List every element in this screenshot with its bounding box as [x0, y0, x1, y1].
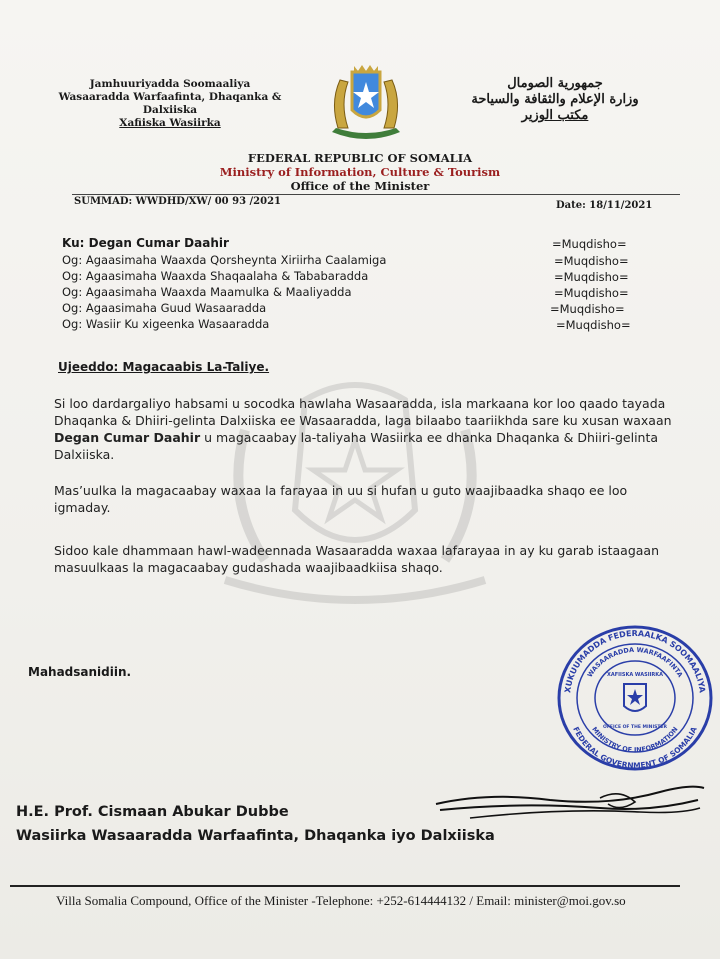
header-divider — [72, 194, 680, 195]
title-republic: FEDERAL REPUBLIC OF SOMALIA — [247, 151, 473, 165]
footer-divider — [10, 885, 680, 887]
body-line: Dhaqanka & Dhiiri-gelinta Dalxiiska ee Wasaaradda, laga bilaabo taariikhda sare ku xusan waxaan — [54, 413, 672, 428]
stamp-office-text: OFFICE OF THE MINISTER — [603, 725, 667, 730]
cc-recipient: Og: Agaasimaha Waaxda Qorsheynta Xiriirha Caalamiga — [62, 253, 387, 267]
recipient-city: =Muqdisho= — [554, 286, 629, 300]
handwritten-signature-icon — [430, 782, 710, 832]
header-somali-block — [40, 78, 300, 130]
letter-subject: Ujeeddo: Magacaabis La-Taliye. — [58, 360, 270, 374]
official-stamp-icon — [556, 624, 714, 772]
header-office-name: Xafiiska Wasiirka — [119, 117, 221, 129]
cc-recipient: Og: Agaasimaha Guud Wasaaradda — [62, 301, 267, 315]
stamp-lower-text: MINISTRY OF INFORMATION — [590, 725, 680, 755]
letter-date: Date: 18/11/2021 — [556, 200, 653, 211]
body-line — [54, 429, 714, 446]
header-arabic-ministry: وزارة الإعلام والثقافة والسياحة — [471, 92, 639, 107]
body-line: igmaday. — [54, 500, 111, 515]
signatory-title: Wasiirka Wasaaradda Warfaafinta, Dhaqanka iyo Dalxiiska — [16, 828, 495, 844]
title-office: Office of the Minister — [290, 179, 430, 193]
recipient-city: =Muqdisho= — [556, 318, 631, 332]
recipient-city: =Muqdisho= — [554, 254, 629, 268]
title-ministry: Ministry of Information, Culture & Tourism — [219, 165, 501, 179]
header-arabic-office: مكتب الوزير — [521, 108, 589, 123]
cc-recipient: Og: Wasiir Ku xigeenka Wasaaradda — [62, 317, 270, 331]
body-line-rest: u magacaabay la-taliyaha Wasiirka ee dhanka Dhaqanka & Dhiiri-gelinta — [200, 430, 659, 445]
recipient-primary: Ku: Degan Cumar Daahir — [62, 236, 229, 250]
body-paragraph-2 — [54, 482, 714, 516]
recipient-city: =Muqdisho= — [554, 270, 629, 284]
body-line: masuulkaas la magacaabay gudashada waajibaadkiisa shaqo. — [54, 560, 443, 575]
header-republic-name: Jamhuuriyadda Soomaaliya — [89, 78, 251, 90]
stamp-inner-text: WASAARADDA WARFAAFINTA — [585, 645, 685, 679]
body-line: Si loo dardargaliyo habsami u socodka hawlaha Wasaaradda, isla markaana kor loo qaado tayada — [54, 396, 666, 411]
somalia-coat-of-arms-icon — [318, 62, 414, 144]
body-paragraph-3 — [54, 542, 714, 576]
closing-salutation: Mahadsanidiin. — [28, 665, 132, 679]
stamp-outer-text: XUKUUMADDA FEDERAALKA SOOMAALIYA — [563, 628, 707, 694]
body-line: Dalxiiska. — [54, 447, 115, 462]
cc-recipient: Og: Agaasimaha Waaxda Shaqaalaha & Tababaradda — [62, 269, 369, 283]
cc-recipient: Og: Agaasimaha Waaxda Maamulka & Maaliyadda — [62, 285, 352, 299]
stamp-bottom-text: FEDERAL GOVERNMENT OF SOMALIA — [571, 725, 699, 771]
stamp-center-text: XAFIISKA WASIIRKA — [606, 672, 664, 678]
header-arabic-block — [440, 76, 670, 124]
header-ministry-name-cont: Dalxiiska — [142, 104, 198, 116]
recipient-city: =Muqdisho= — [552, 237, 627, 251]
body-line: Mas’uulka la magacaabay waxaa la farayaa in uu si hufan u guto waajibaadka shaqo ee loo — [54, 483, 628, 498]
body-paragraph-1 — [54, 395, 714, 463]
footer-contact: Villa Somalia Compound, Office of the Minister -Telephone: +252-614444132 / Email: minister@moi.gov.so — [56, 893, 626, 908]
signatory-name: H.E. Prof. Cismaan Abukar Dubbe — [16, 804, 289, 820]
reference-number: SUMMAD: WWDHD/XW/ 00 93 /2021 — [74, 196, 281, 207]
recipient-city: =Muqdisho= — [550, 302, 625, 316]
appointee-name: Degan Cumar Daahir — [54, 430, 201, 445]
body-line: Sidoo kale dhammaan hawl-wadeennada Wasaaradda waxaa lafarayaa in ay ku garab istaagaan — [54, 543, 660, 558]
header-arabic-republic: جمهورية الصومال — [507, 76, 603, 91]
header-ministry-name: Wasaaradda Warfaafinta, Dhaqanka & — [58, 91, 282, 103]
